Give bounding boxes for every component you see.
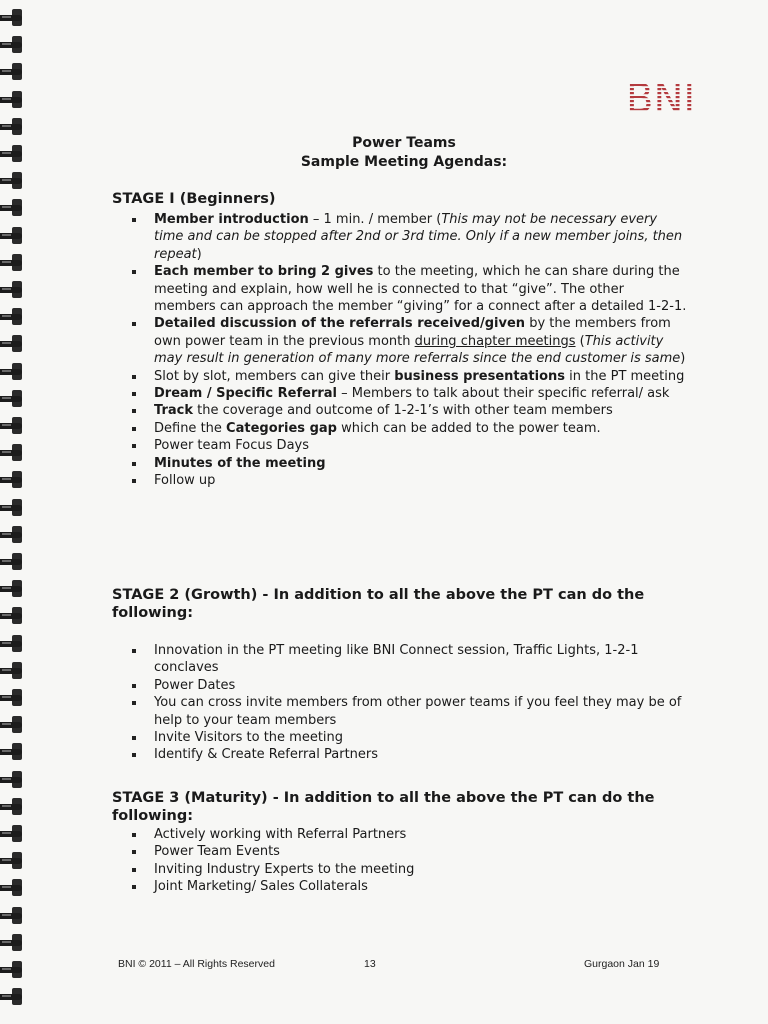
item-text: by the members from own power team in the previous month <box>154 316 671 349</box>
bullet-icon <box>132 322 136 326</box>
spiral-coil <box>0 121 26 134</box>
spiral-coil <box>0 202 26 215</box>
spiral-coil <box>0 991 26 1004</box>
spiral-coil <box>0 311 26 324</box>
bullet-icon <box>132 684 136 688</box>
stage2-list <box>132 642 688 764</box>
item-bold: Member introduction <box>154 212 309 227</box>
item-underline: during chapter meetings <box>414 333 576 349</box>
item-text: Innovation in the PT meeting like BNI Connect session, Traffic Lights, 1-2-1 conclaves <box>154 643 639 676</box>
item-text: Define the <box>154 420 227 436</box>
spiral-coil <box>0 774 26 787</box>
item-bold: Track <box>154 403 193 419</box>
list-item <box>132 878 688 895</box>
item-text: Identify & Create Referral Partners <box>154 747 379 763</box>
list-item <box>132 642 688 677</box>
bullet-icon <box>132 753 136 757</box>
spiral-coil <box>0 257 26 270</box>
bullet-icon <box>132 736 136 740</box>
item-bold: Each member to bring 2 gives <box>154 264 374 280</box>
list-item <box>132 826 688 843</box>
bni-logo-mark <box>626 80 702 116</box>
bullet-icon <box>132 833 136 837</box>
spiral-coil <box>0 529 26 542</box>
item-text: Actively working with Referral Partners <box>154 827 407 842</box>
spiral-coil <box>0 338 26 351</box>
spiral-coil <box>0 610 26 623</box>
bullet-icon <box>132 850 136 854</box>
spiral-coil <box>0 665 26 678</box>
spiral-coil <box>0 502 26 515</box>
spiral-coil <box>0 556 26 569</box>
logo-text: BNI <box>626 80 696 116</box>
bullet-icon <box>132 270 136 274</box>
bullet-icon <box>132 462 136 466</box>
spiral-coil <box>0 801 26 814</box>
spiral-coil <box>0 66 26 79</box>
list-item <box>132 211 688 263</box>
item-bold: Categories gap <box>226 420 337 436</box>
spiral-coil <box>0 175 26 188</box>
bullet-icon <box>132 479 136 483</box>
item-text: the coverage and outcome of 1-2-1’s with other team members <box>192 403 613 419</box>
item-bold: Minutes of the meeting <box>154 455 326 471</box>
item-text: Inviting Industry Experts to the meeting <box>154 861 415 877</box>
footer-location-date: Gurgaon Jan 19 <box>584 958 660 970</box>
bullet-icon <box>132 649 136 653</box>
page-subtitle: Sample Meeting Agendas: <box>300 154 508 170</box>
spiral-coil <box>0 447 26 460</box>
list-item <box>132 455 688 472</box>
spiral-coil <box>0 284 26 297</box>
spiral-coil <box>0 828 26 841</box>
spiral-coil <box>0 474 26 487</box>
item-text: ( <box>575 333 585 349</box>
list-item <box>132 472 688 489</box>
item-italic: This may not be necessary every time and can be stopped after 2nd or 3rd time. Only if a new member joins, then repeat <box>154 212 683 262</box>
spiral-coil <box>0 12 26 25</box>
list-item <box>132 694 688 729</box>
stage1-list <box>132 211 688 490</box>
bullet-icon <box>132 427 136 431</box>
list-item <box>132 263 688 315</box>
list-item <box>132 368 688 385</box>
stage1-heading: STAGE I (Beginners) <box>112 191 276 207</box>
bullet-icon <box>132 375 136 379</box>
item-text: ) <box>680 351 686 367</box>
stage3-heading: STAGE 3 (Maturity) - In addition to all the above the PT can do the following: <box>112 790 655 824</box>
stage2-heading: STAGE 2 (Growth) - In addition to all the above the PT can do the following: <box>112 587 645 621</box>
item-text: in the PT meeting <box>565 368 685 384</box>
item-text: Power Team Events <box>154 844 280 860</box>
page-title: Power Teams <box>352 135 456 151</box>
spiral-coil <box>0 366 26 379</box>
bullet-icon <box>132 392 136 396</box>
list-item <box>132 729 688 746</box>
list-item <box>132 861 688 878</box>
spiral-coil <box>0 855 26 868</box>
spiral-coil <box>0 910 26 923</box>
item-italic: This activity may result in generation of many more referrals since the end customer is same <box>154 333 681 367</box>
item-text: ) <box>196 246 202 262</box>
item-text: Follow up <box>154 473 216 489</box>
item-text: to the meeting, which he can share during the meeting and explain, how well he is connected to that “give”. The other members can approach the member “giving” for a connect after a detailed 1-2-1. <box>154 264 687 315</box>
bullet-icon <box>132 444 136 448</box>
item-text: You can cross invite members from other power teams if you feel they may be of help to your team members <box>154 695 682 728</box>
bullet-icon <box>132 218 136 222</box>
item-text: – Members to talk about their specific referral/ ask <box>337 386 670 402</box>
spiral-coil <box>0 638 26 651</box>
spiral-coil <box>0 719 26 732</box>
list-item <box>132 315 688 367</box>
item-text: Invite Visitors to the meeting <box>154 730 344 746</box>
item-bold: Detailed discussion of the referrals received/given <box>154 316 526 332</box>
spiral-coil <box>0 94 26 107</box>
item-text: Power Dates <box>154 677 236 693</box>
spiral-coil <box>0 230 26 243</box>
list-item <box>132 843 688 860</box>
spiral-coil <box>0 746 26 759</box>
spiral-coil <box>0 964 26 977</box>
item-text: which can be added to the power team. <box>336 420 601 436</box>
spiral-coil <box>0 692 26 705</box>
bni-logo <box>626 80 702 116</box>
spiral-coil <box>0 937 26 950</box>
list-item <box>132 385 688 402</box>
bullet-icon <box>132 868 136 872</box>
footer-copyright: BNI © 2011 – All Rights Reserved <box>118 958 275 970</box>
list-item <box>132 746 688 763</box>
item-text: – 1 min. / member ( <box>308 212 442 227</box>
spiral-coil <box>0 583 26 596</box>
item-text: Joint Marketing/ Sales Collaterals <box>154 879 368 895</box>
stage3-list <box>132 826 688 896</box>
spiral-coil <box>0 393 26 406</box>
spiral-coil <box>0 420 26 433</box>
list-item <box>132 402 688 419</box>
item-bold: Dream / Specific Referral <box>154 386 338 402</box>
item-bold: business presentations <box>394 368 566 384</box>
item-text: Slot by slot, members can give their <box>154 368 395 384</box>
spiral-coil <box>0 882 26 895</box>
footer-page-number: 13 <box>364 958 376 970</box>
spiral-coil <box>0 39 26 52</box>
list-item <box>132 437 688 454</box>
list-item <box>132 677 688 694</box>
list-item <box>132 420 688 437</box>
bullet-icon <box>132 701 136 705</box>
bullet-icon <box>132 409 136 413</box>
item-text: Power team Focus Days <box>154 438 309 454</box>
bullet-icon <box>132 885 136 889</box>
